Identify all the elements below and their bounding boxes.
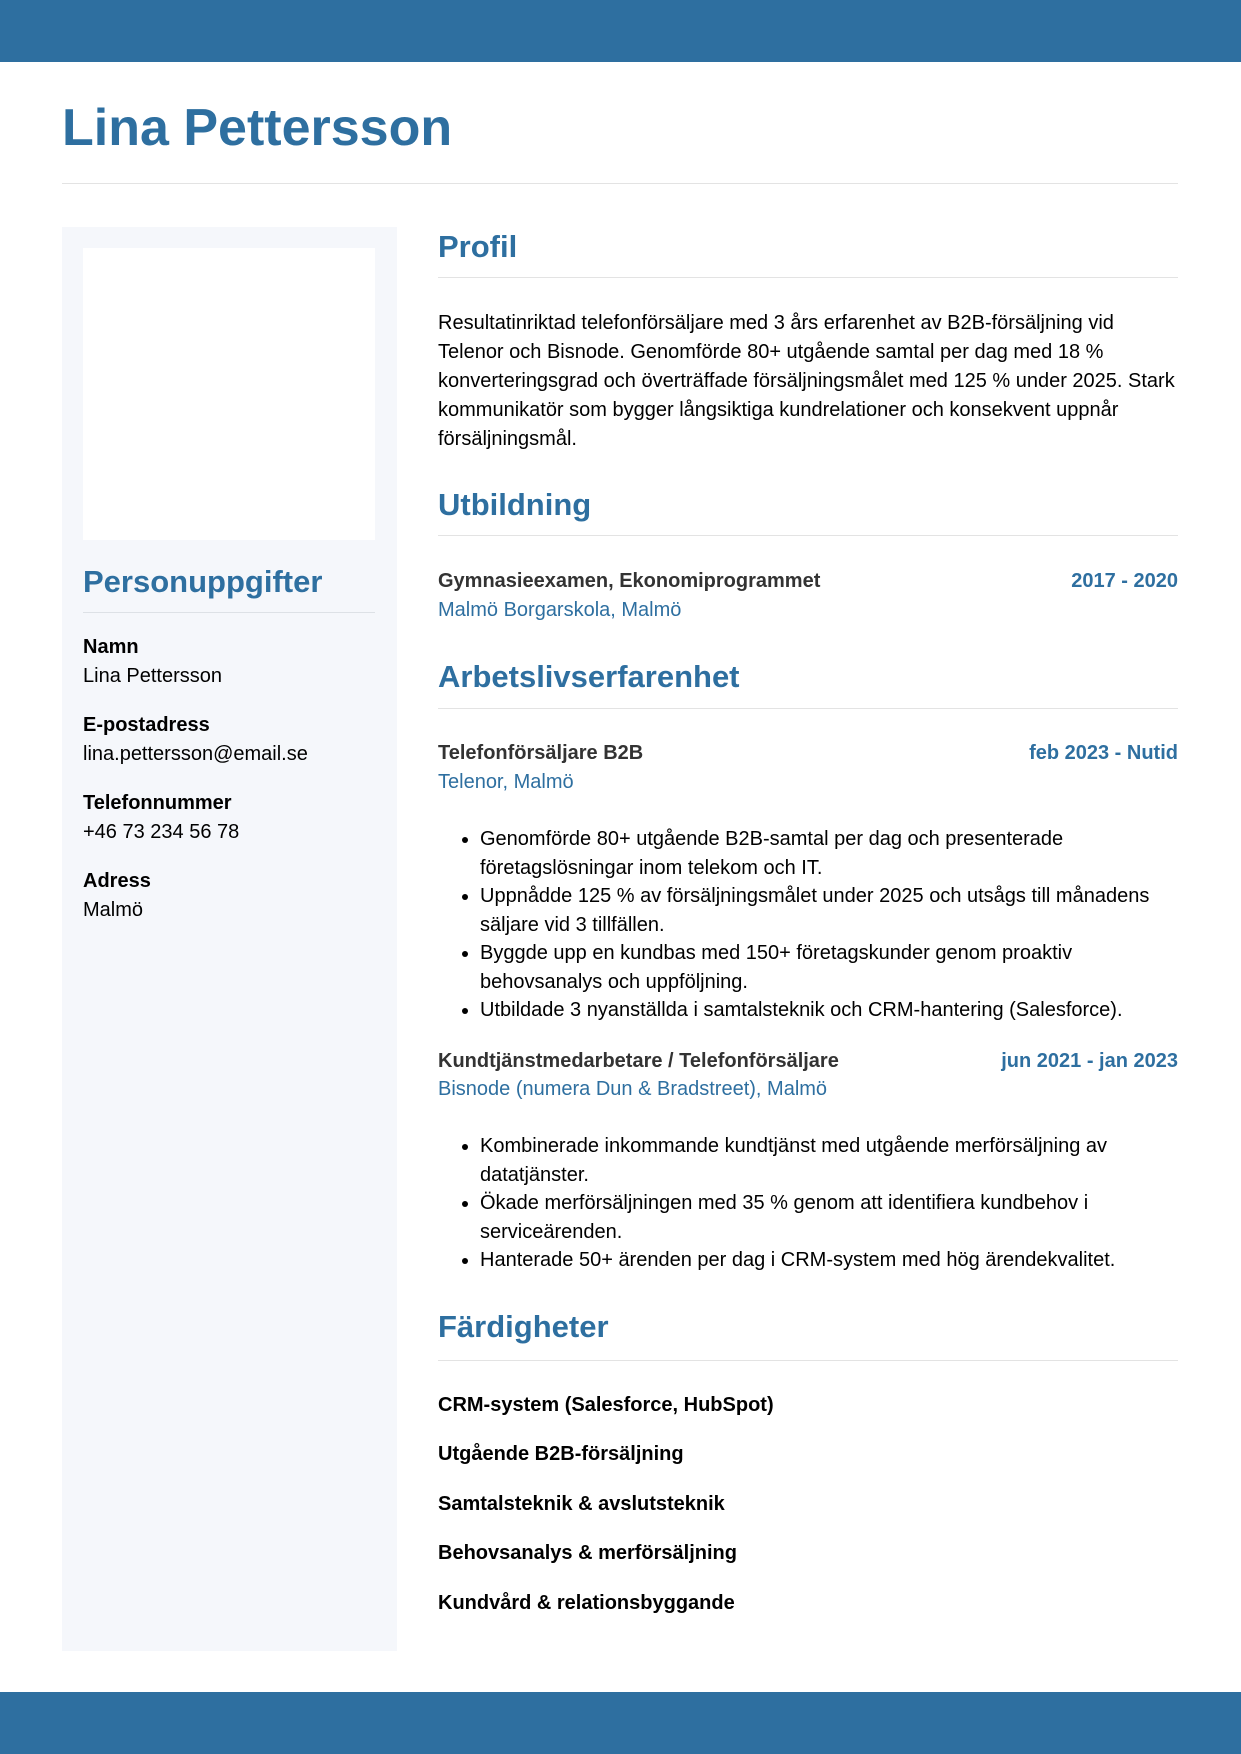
job-bullets xyxy=(438,825,1178,1025)
job-entry-header xyxy=(438,739,1178,768)
info-address xyxy=(83,867,375,925)
info-email xyxy=(83,711,375,769)
job-title: Telefonförsäljare B2B xyxy=(438,742,644,764)
skill-item: Behovsanalys & merförsäljning xyxy=(438,1542,737,1564)
skill-item: Samtalsteknik & avslutsteknik xyxy=(438,1493,725,1515)
info-value: Malmö xyxy=(83,899,144,921)
profile-text: Resultatinriktad telefonförsäljare med 3 års erfarenhet av B2B-försäljning vid Telenor och Bisnode. Genomförde 80+ utgående samtal per dag med 18 % konverteringsgrad och överträffade försäljningsmålet med 125 % under 2025. Stark kommunikatör som bygger långsiktiga kundrelationer och konsekvent uppnår försäljningsmål. xyxy=(438,312,1175,450)
job-entry-header xyxy=(438,1047,1178,1076)
info-label: E-postadress xyxy=(83,714,210,736)
profile-divider xyxy=(438,277,1178,278)
info-phone xyxy=(83,789,375,847)
experience-divider xyxy=(438,708,1178,709)
education-school: Malmö Borgarskola, Malmö xyxy=(438,599,682,621)
job-dates: jun 2021 - jan 2023 xyxy=(1001,1050,1178,1072)
info-label: Namn xyxy=(83,636,139,658)
list-item: • Kombinerade inkommande kundtjänst med utgående merförsäljning av datatjänster. xyxy=(480,1132,1178,1189)
profile-heading: Profil xyxy=(438,229,518,264)
sidebar xyxy=(62,227,397,1651)
education-heading: Utbildning xyxy=(438,487,592,522)
info-value: Lina Pettersson xyxy=(83,665,222,687)
education-entry-header xyxy=(438,567,1178,596)
skills-heading: Färdigheter xyxy=(438,1309,609,1344)
skill-item: Utgående B2B-försäljning xyxy=(438,1443,684,1465)
list-item: • Utbildade 3 nyanställda i samtalsteknik och CRM-hantering (Salesforce). xyxy=(480,996,1178,1025)
skills-divider xyxy=(438,1360,1178,1361)
info-value: lina.pettersson@email.se xyxy=(83,743,308,765)
job-dates: feb 2023 - Nutid xyxy=(1029,742,1178,764)
personal-info-heading: Personuppgifter xyxy=(83,564,323,599)
page-title: Lina Pettersson xyxy=(62,99,453,157)
job-title: Kundtjänstmedarbetare / Telefonförsäljare xyxy=(438,1050,839,1072)
skill-item: CRM-system (Salesforce, HubSpot) xyxy=(438,1394,774,1416)
list-item: • Genomförde 80+ utgående B2B-samtal per dag och presenterade företagslösningar inom telekom och IT. xyxy=(480,825,1178,882)
education-dates: 2017 - 2020 xyxy=(1071,570,1178,592)
list-item: • Byggde upp en kundbas med 150+ företagskunder genom proaktiv behovsanalys och uppföljning. xyxy=(480,939,1178,996)
list-item: • Ökade merförsäljningen med 35 % genom att identifiera kundbehov i serviceärenden. xyxy=(480,1189,1178,1246)
skill-item: Kundvård & relationsbyggande xyxy=(438,1592,735,1614)
info-label: Adress xyxy=(83,870,151,892)
info-name xyxy=(83,633,375,691)
list-item: • Uppnådde 125 % av försäljningsmålet under 2025 och utsågs till månadens säljare vid 3 tillfällen. xyxy=(480,882,1178,939)
info-value: +46 73 234 56 78 xyxy=(83,821,240,843)
experience-heading: Arbetslivserfarenhet xyxy=(438,659,740,694)
job-employer: Bisnode (numera Dun & Bradstreet), Malmö xyxy=(438,1078,828,1100)
education-title: Gymnasieexamen, Ekonomiprogrammet xyxy=(438,570,821,592)
sidebar-divider xyxy=(83,612,375,613)
list-item: • Hanterade 50+ ärenden per dag i CRM-system med hög ärendekvalitet. xyxy=(480,1246,1178,1275)
title-divider xyxy=(62,183,1178,184)
photo-placeholder xyxy=(83,248,375,540)
education-divider xyxy=(438,535,1178,536)
job-employer: Telenor, Malmö xyxy=(438,771,574,793)
job-bullets xyxy=(438,1132,1178,1275)
header-bar xyxy=(0,0,1241,62)
info-label: Telefonnummer xyxy=(83,792,232,814)
footer-bar xyxy=(0,1692,1241,1754)
